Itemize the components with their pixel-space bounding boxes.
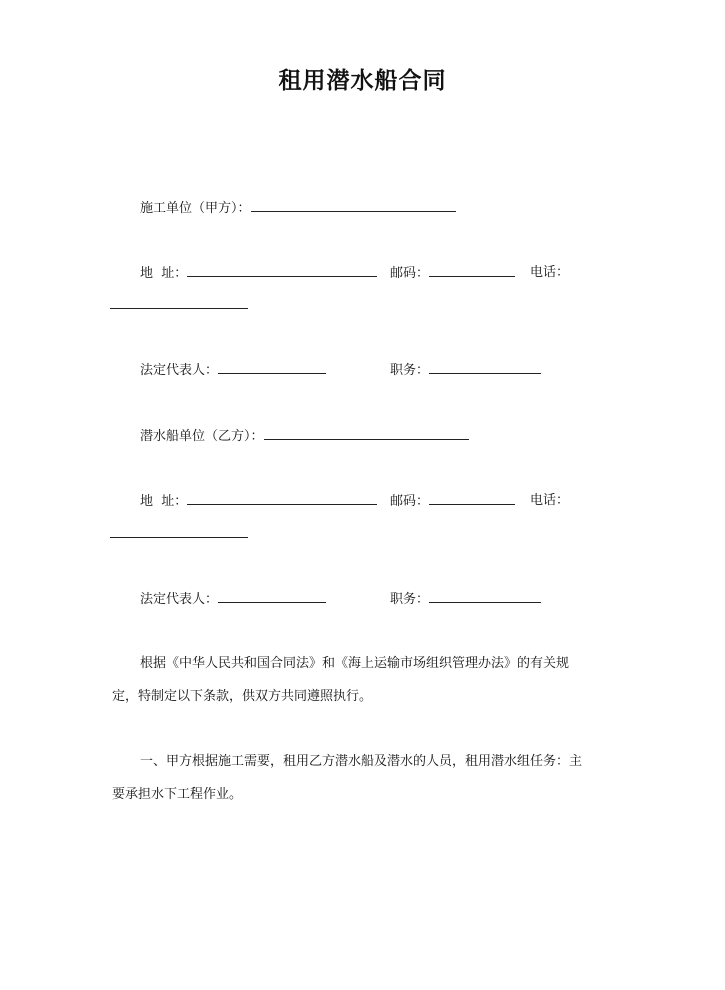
party-a-phone-row xyxy=(530,264,569,282)
party-a-unit-row xyxy=(140,199,456,218)
party-a-position-label: 职务： xyxy=(390,363,430,378)
party-b-address-blank[interactable] xyxy=(187,492,377,505)
party-b-phone-blank[interactable] xyxy=(110,525,248,538)
party-a-postcode-label: 邮码： xyxy=(390,266,430,281)
party-b-rep-row xyxy=(140,590,326,609)
party-b-postcode-blank[interactable] xyxy=(429,492,515,505)
party-b-rep-blank[interactable] xyxy=(218,590,326,603)
party-a-phone-continuation xyxy=(110,296,248,315)
party-a-unit-label: 施工单位（甲方）： xyxy=(140,201,251,216)
party-a-position-blank[interactable] xyxy=(429,361,541,374)
preamble-line-1: 根据《中华人民共和国合同法》和《海上运输市场组织管理办法》的有关规 xyxy=(140,656,570,671)
party-b-position-row xyxy=(390,590,541,609)
party-a-postcode-row xyxy=(390,264,515,283)
party-b-phone-row xyxy=(530,492,569,510)
clause-1-paragraph xyxy=(112,753,637,804)
clause-1-line-1: 一、甲方根据施工需要，租用乙方潜水船及潜水的人员，租用潜水组任务：主 xyxy=(140,754,583,769)
party-b-rep-label: 法定代表人： xyxy=(140,592,219,607)
party-b-unit-label: 潜水船单位（乙方）： xyxy=(140,429,264,444)
clause-1-line-2: 要承担水下工程作业。 xyxy=(112,787,243,802)
party-a-address-blank[interactable] xyxy=(187,264,377,277)
party-b-phone-label: 电话： xyxy=(530,493,570,508)
preamble-paragraph xyxy=(112,655,637,706)
party-a-postcode-blank[interactable] xyxy=(429,264,515,277)
party-a-phone-blank[interactable] xyxy=(110,296,248,309)
party-a-address-row xyxy=(140,264,377,283)
party-b-position-label: 职务： xyxy=(390,592,430,607)
party-b-unit-row xyxy=(140,427,469,446)
party-b-address-label: 地 址： xyxy=(140,494,188,509)
party-b-phone-continuation xyxy=(110,525,248,544)
document-title: 租用潜水船合同 xyxy=(278,68,447,94)
party-a-rep-label: 法定代表人： xyxy=(140,363,219,378)
party-b-position-blank[interactable] xyxy=(429,590,541,603)
preamble-line-2: 定，特制定以下条款，供双方共同遵照执行。 xyxy=(112,689,373,704)
party-a-rep-blank[interactable] xyxy=(218,361,326,374)
party-b-postcode-label: 邮码： xyxy=(390,494,430,509)
party-a-unit-blank[interactable] xyxy=(251,199,456,212)
party-a-position-row xyxy=(390,361,541,380)
party-a-address-label: 地 址： xyxy=(140,266,188,281)
party-b-postcode-row xyxy=(390,492,515,511)
party-a-phone-label: 电话： xyxy=(530,265,570,280)
party-b-unit-blank[interactable] xyxy=(264,427,469,440)
party-b-address-row xyxy=(140,492,377,511)
party-a-rep-row xyxy=(140,361,326,380)
